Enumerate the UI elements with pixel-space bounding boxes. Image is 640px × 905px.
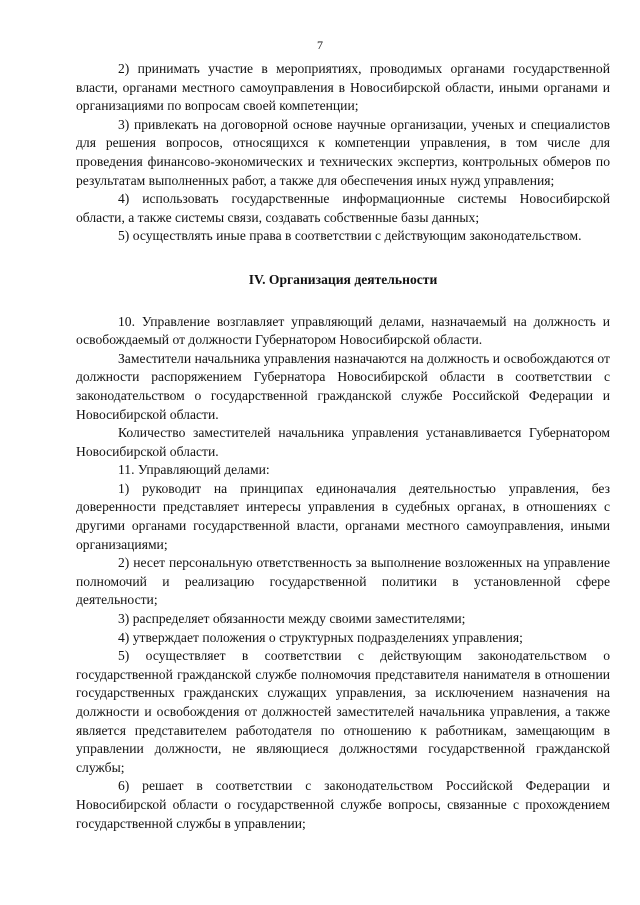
paragraph-right-2: 2) принимать участие в мероприятиях, проводимых органами государственной власти, органами местного самоуправления в Новосибирской области, иными органами и организациями по вопросам своей компетенции; (76, 61, 610, 114)
document-body (76, 60, 610, 833)
page-number: 7 (317, 38, 323, 52)
paragraph-right-4: 4) использовать государственные информационные системы Новосибирской области, а также системы связи, создавать собственные базы данных; (76, 191, 610, 225)
paragraph-duty-5: 5) осуществляет в соответствии с действующим законодательством о государственной гражданской службе полномочия представителя нанимателя в отношении государственных гражданских служащих управления, за исключением назначения на должности и освобождения от должностей заместителей начальника управления, а также является представителем работодателя по отношению к работникам, замещающим в управлении должности, не являющиеся должностями государственной гражданской службы; (76, 648, 610, 775)
paragraph-duty-4: 4) утверждает положения о структурных подразделениях управления; (118, 629, 523, 645)
paragraph-right-5: 5) осуществлять иные права в соответствии с действующим законодательством. (118, 228, 582, 244)
paragraph-duty-3: 3) распределяет обязанности между своими заместителями; (118, 611, 466, 627)
paragraph-duty-1: 1) руководит на принципах единоначалия деятельностью управления, без доверенности представляет интересы управления в судебных органах, в отношениях с другими органами государственной власти, органами местного самоуправления, иными организациями; (76, 480, 610, 552)
paragraph-right-3: 3) привлекать на договорной основе научные организации, ученых и специалистов для решения вопросов, относящихся к компетенции управления, в том числе для проведения финансово-экономических и технических экспертиз, контрольных обмеров по результатам выполненных работ, а также для обеспечения иных нужд управления; (76, 116, 610, 188)
paragraph-duty-2: 2) несет персональную ответственность за выполнение возложенных на управление полномочий и реализацию государственной политики в установленной сфере деятельности; (76, 555, 610, 608)
paragraph-duty-6: 6) решает в соответствии с законодательством Российской Федерации и Новосибирской области о государственной службе вопросы, связанные с прохождением государственной службы в управлении; (76, 778, 610, 831)
paragraph-clause-10: 10. Управление возглавляет управляющий делами, назначаемый на должность и освобождаемый от должности Губернатором Новосибирской области. (76, 313, 610, 348)
section-heading: IV. Организация деятельности (248, 271, 438, 287)
paragraph-clause-11: 11. Управляющий делами: (118, 462, 270, 478)
paragraph-deputies: Заместители начальника управления назначаются на должность и освобождаются от должности распоряжением Губернатора Новосибирской области в соответствии с законодательством о государственной гражданской службе Российской Федерации и Новосибирской области. (76, 350, 610, 422)
paragraph-deputies-count: Количество заместителей начальника управления устанавливается Губернатором Новосибирской области. (76, 425, 610, 459)
